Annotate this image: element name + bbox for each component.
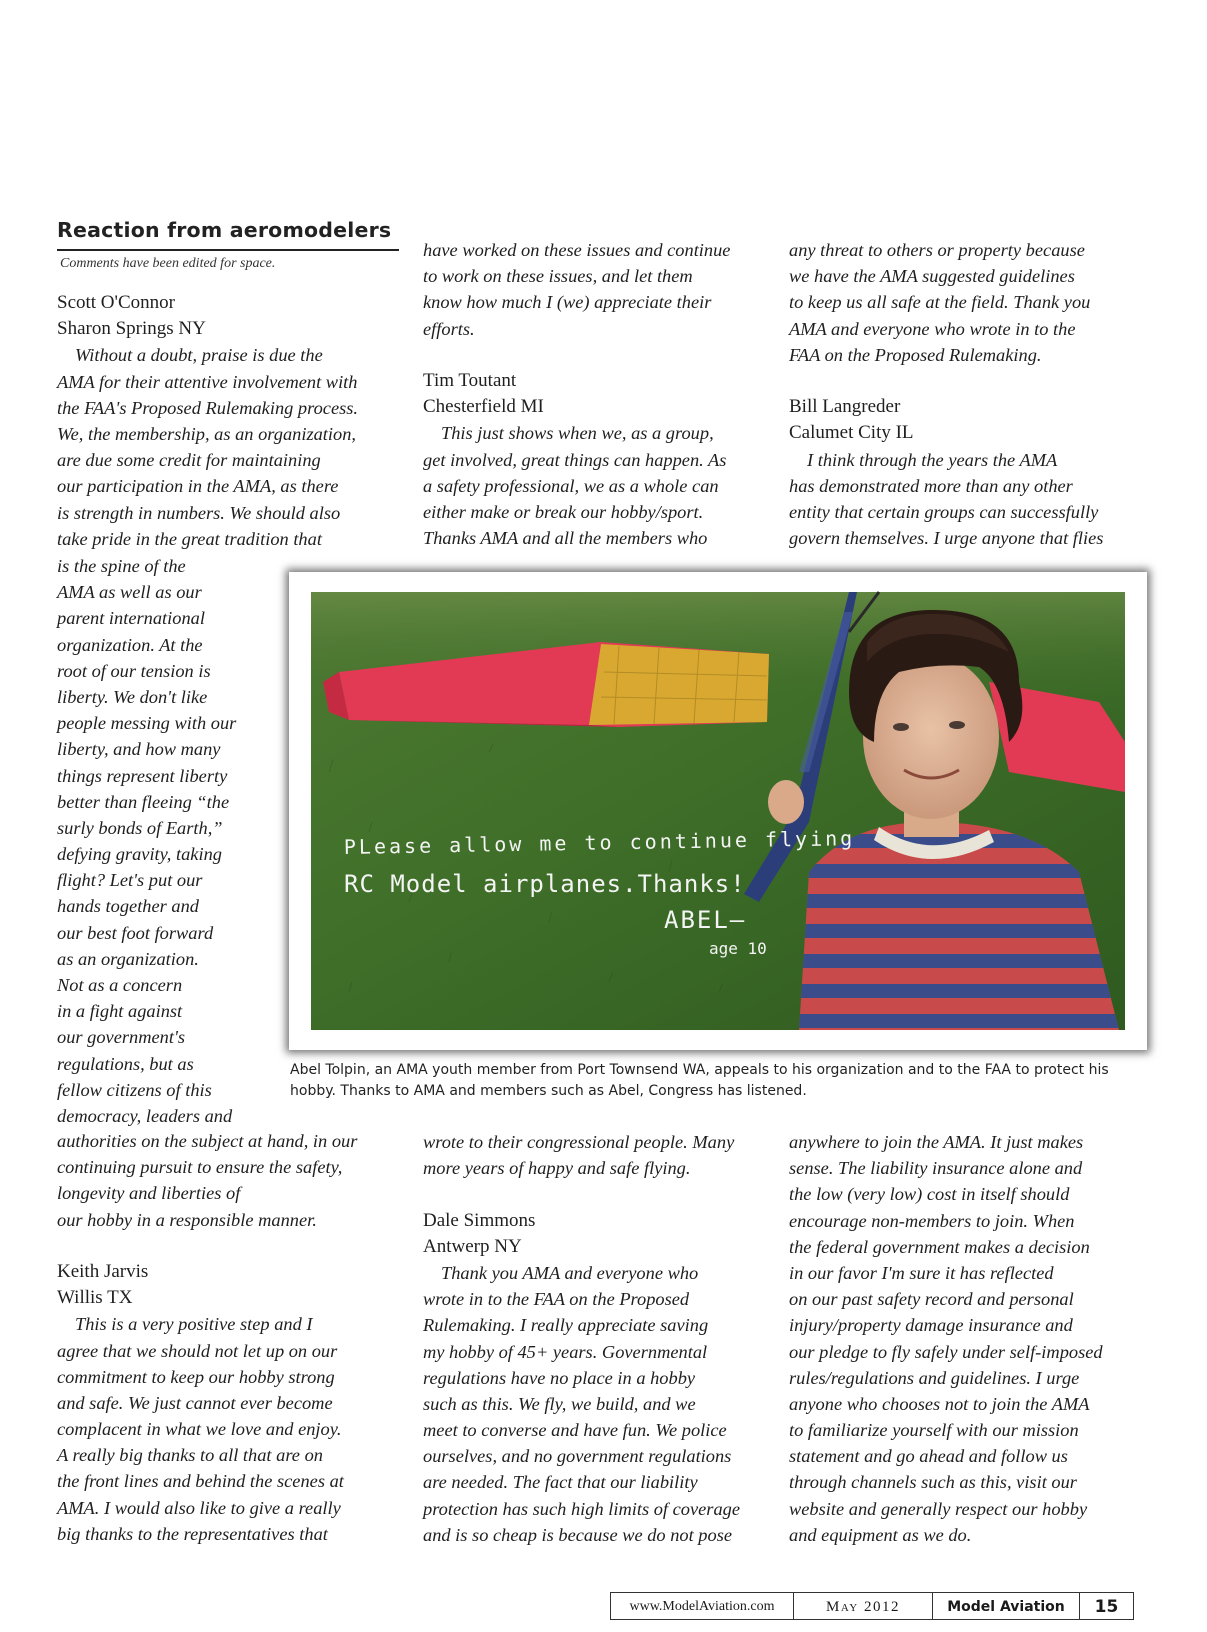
text-line: get involved, great things can happen. As <box>423 449 727 470</box>
text-line: as an organization. <box>57 948 199 969</box>
text-line: sense. The liability insurance alone and <box>789 1158 1083 1179</box>
text-line: FAA on the Proposed Rulemaking. <box>789 344 1042 365</box>
text-line: continuing pursuit to ensure the safety, <box>57 1157 343 1178</box>
text-line: Not as a concern <box>57 975 183 995</box>
text-line: surly bonds of Earth,” <box>57 817 223 838</box>
photo-caption <box>290 1060 1150 1102</box>
text-line: know how much I (we) appreciate their <box>423 292 712 313</box>
text-line: flight? Let's put our <box>57 870 203 891</box>
text-line <box>57 1233 397 1259</box>
text-line: hands together and <box>57 896 200 917</box>
text-line: big thanks to the representatives that <box>57 1523 328 1544</box>
text-line: has demonstrated more than any other <box>789 475 1073 496</box>
text-line: wrote in to the FAA on the Proposed <box>423 1289 690 1310</box>
text-line: democracy, leaders and <box>57 1105 233 1126</box>
text-line: root of our tension is <box>57 660 211 681</box>
author-line: Antwerp NY <box>423 1235 522 1257</box>
text-line: liberty, and how many <box>57 739 221 760</box>
text-line: authorities on the subject at hand, in our <box>57 1131 358 1151</box>
text-line: Thank you AMA and everyone who <box>441 1262 699 1283</box>
photo <box>289 572 1147 1050</box>
text-line: A really big thanks to all that are on <box>57 1445 323 1466</box>
text-line: such as this. We fly, we build, and we <box>423 1393 696 1414</box>
text-line: AMA for their attentive involvement with <box>57 371 358 392</box>
text-line: the front lines and behind the scenes at <box>57 1471 344 1492</box>
text-line: statement and go ahead and follow us <box>789 1446 1068 1467</box>
text-line: protection has such high limits of coverage <box>423 1498 741 1519</box>
handwriting-age: age 10 <box>709 939 767 958</box>
text-line: people messing with our <box>57 713 237 734</box>
edit-note: Comments have been edited for space. <box>60 256 276 271</box>
text-line: and equipment as we do. <box>789 1524 972 1545</box>
text-line: to work on these issues, and let them <box>423 266 693 287</box>
author-line: Tim Toutant <box>423 369 517 391</box>
text-line: in a fight against <box>57 1001 183 1022</box>
text-line: on our past safety record and personal <box>789 1289 1074 1310</box>
text-line: wrote to their congressional people. Many <box>423 1132 735 1152</box>
text-line: and safe. We just cannot ever become <box>57 1392 333 1413</box>
text-line: encourage non-members to join. When <box>789 1210 1075 1231</box>
text-line: the federal government makes a decision <box>789 1236 1090 1257</box>
footer-magazine: Model Aviation <box>932 1592 1080 1620</box>
text-line: a safety professional, we as a whole can <box>423 475 719 496</box>
col3-bottom <box>789 1129 1139 1548</box>
text-line: are due some credit for maintaining <box>57 450 321 471</box>
text-line: defying gravity, taking <box>57 844 222 865</box>
col2-bottom <box>423 1129 763 1548</box>
text-line: efforts. <box>423 318 475 339</box>
text-line: the FAA's Proposed Rulemaking process. <box>57 397 359 418</box>
col2-top <box>423 237 763 551</box>
author-line: Calumet City IL <box>789 422 914 444</box>
text-line <box>423 342 763 368</box>
handwriting-line2: RC Model airplanes.Thanks! <box>344 870 746 898</box>
author-line: Sharon Springs NY <box>57 318 206 340</box>
text-line: to keep us all safe at the field. Thank you <box>789 292 1091 313</box>
text-line: meet to converse and have fun. We police <box>423 1420 727 1441</box>
text-line: AMA and everyone who wrote in to the <box>789 318 1076 339</box>
text-line: either make or break our hobby/sport. <box>423 501 704 522</box>
text-line: Thanks AMA and all the members who <box>423 528 708 549</box>
text-line: through channels such as this, visit our <box>789 1472 1077 1493</box>
text-line: parent international <box>57 608 205 629</box>
author-line: Willis TX <box>57 1287 133 1309</box>
text-line: Rulemaking. I really appreciate saving <box>423 1315 709 1336</box>
text-line: ourselves, and no government regulations <box>423 1446 732 1467</box>
handwriting-sign: ABEL– <box>664 906 747 934</box>
text-line: is the spine of the <box>57 556 186 576</box>
text-line: regulations, but as <box>57 1053 194 1074</box>
col1-top <box>57 290 397 552</box>
text-line: This just shows when we, as a group, <box>441 423 714 444</box>
text-line: fellow citizens of this <box>57 1079 212 1100</box>
text-line: our government's <box>57 1027 186 1048</box>
col3-top <box>789 237 1139 551</box>
text-line: our best foot forward <box>57 922 214 943</box>
text-line: in our favor I'm sure it has reflected <box>789 1262 1054 1283</box>
text-line: website and generally respect our hobby <box>789 1498 1088 1519</box>
handwriting-line1: PLease allow me to continue flying <box>343 826 856 859</box>
author-line: Dale Simmons <box>423 1209 536 1231</box>
text-line: our hobby in a responsible manner. <box>57 1209 317 1230</box>
text-line: regulations have no place in a hobby <box>423 1367 696 1388</box>
text-line: take pride in the great tradition that <box>57 528 322 549</box>
author-line: Keith Jarvis <box>57 1260 149 1282</box>
text-line: rules/regulations and guidelines. I urge <box>789 1367 1080 1388</box>
author-line: Scott O'Connor <box>57 292 175 313</box>
text-line: to familiarize yourself with our mission <box>789 1420 1079 1441</box>
text-line: I think through the years the AMA <box>807 449 1058 470</box>
caption-line-1: Abel Tolpin, an AMA youth member from Port Townsend WA, appeals to his organization and to the FAA to protect his <box>290 1062 1109 1078</box>
text-line: injury/property damage insurance and <box>789 1315 1073 1336</box>
footer-page-number: 15 <box>1079 1592 1134 1620</box>
text-line <box>789 368 1139 394</box>
text-line: longevity and liberties of <box>57 1183 241 1204</box>
text-line: Without a doubt, praise is due the <box>75 345 323 366</box>
text-line: our pledge to fly safely under self-imposed <box>789 1341 1103 1362</box>
caption-line-2: hobby. Thanks to AMA and members such as Abel, Congress has listened. <box>290 1083 807 1099</box>
text-line: anywhere to join the AMA. It just makes <box>789 1132 1084 1152</box>
text-line: entity that certain groups can successfully <box>789 501 1099 522</box>
text-line: have worked on these issues and continue <box>423 240 731 260</box>
footer-website[interactable]: www.ModelAviation.com <box>610 1592 794 1620</box>
text-line: anyone who chooses not to join the AMA <box>789 1393 1090 1414</box>
text-line: are needed. The fact that our liability <box>423 1472 698 1493</box>
text-line: things represent liberty <box>57 765 228 786</box>
text-line <box>423 1181 763 1207</box>
footer <box>610 1592 1134 1620</box>
section-title: Reaction from aeromodelers <box>57 218 392 242</box>
author-line: Chesterfield MI <box>423 396 544 418</box>
text-line: and is so cheap is because we do not pose <box>423 1524 733 1545</box>
text-line: commitment to keep our hobby strong <box>57 1366 335 1387</box>
text-line: liberty. We don't like <box>57 686 208 707</box>
text-line: AMA. I would also like to give a really <box>57 1497 341 1518</box>
text-line: is strength in numbers. We should also <box>57 502 341 523</box>
text-line: govern themselves. I urge anyone that flies <box>789 528 1104 549</box>
text-line: we have the AMA suggested guidelines <box>789 266 1075 287</box>
text-line: any threat to others or property because <box>789 240 1085 260</box>
text-line: This is a very positive step and I <box>75 1314 313 1335</box>
text-line: better than fleeing “the <box>57 791 230 812</box>
text-line: our participation in the AMA, as there <box>57 476 339 497</box>
text-line: the low (very low) cost in itself should <box>789 1184 1070 1205</box>
text-line: agree that we should not let up on our <box>57 1340 338 1361</box>
footer-date: May 2012 <box>793 1592 933 1620</box>
text-line: complacent in what we love and enjoy. <box>57 1419 342 1440</box>
photo-frame <box>289 572 1147 1050</box>
text-line: my hobby of 45+ years. Governmental <box>423 1341 708 1362</box>
col1-narrow <box>57 553 262 1129</box>
col1-bottom <box>57 1128 397 1547</box>
author-line: Bill Langreder <box>789 396 901 418</box>
text-line: We, the membership, as an organization, <box>57 423 357 444</box>
text-line: organization. At the <box>57 634 203 655</box>
text-line: more years of happy and safe flying. <box>423 1158 691 1179</box>
text-line: AMA as well as our <box>57 582 202 603</box>
section-rule <box>57 249 399 251</box>
